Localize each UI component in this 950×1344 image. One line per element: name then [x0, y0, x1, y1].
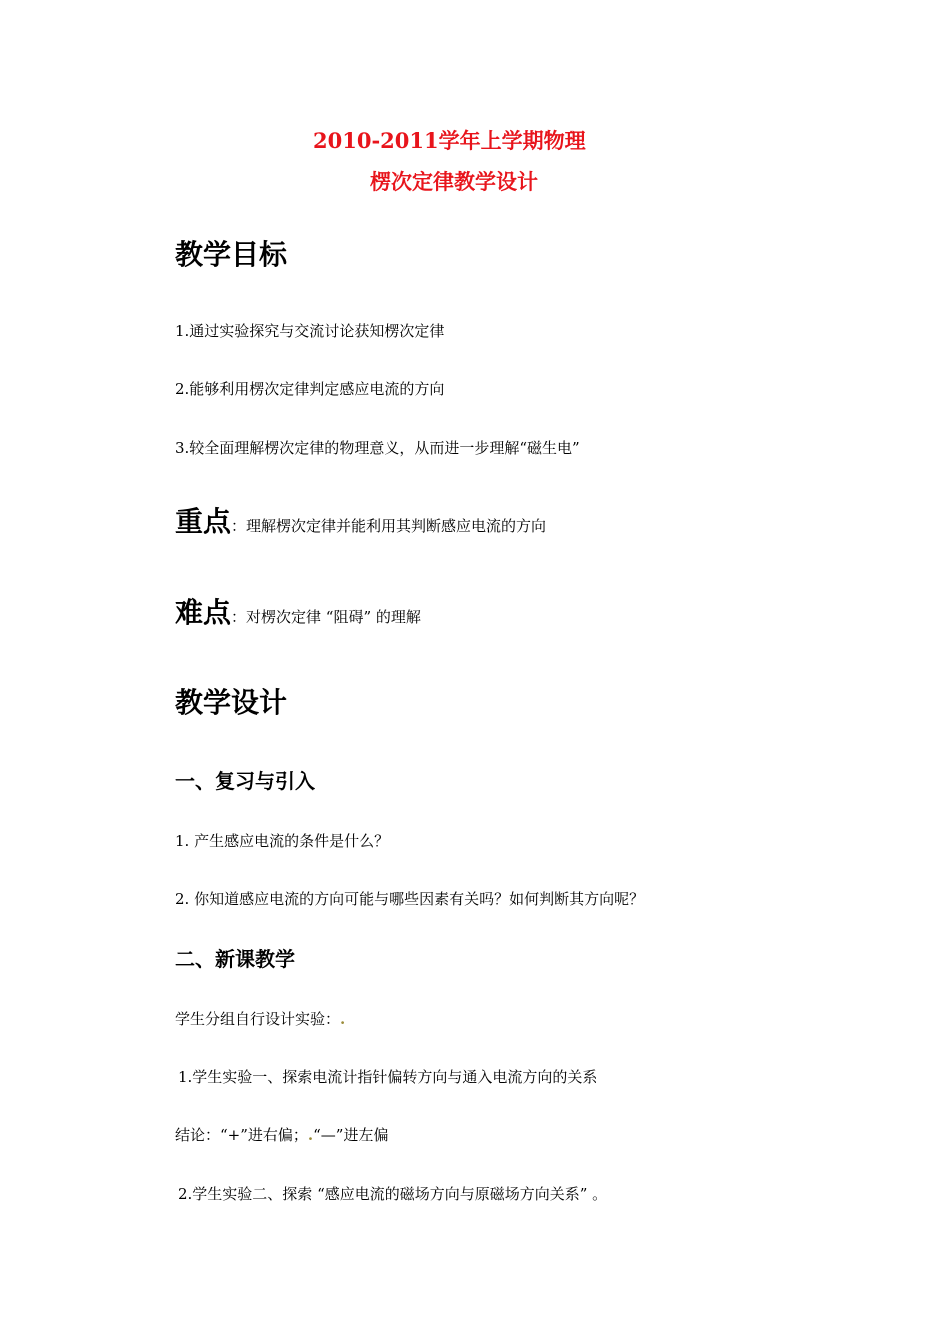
experiment-1: 1.学生实验一、探索电流计指针偏转方向与通入电流方向的关系	[178, 1068, 598, 1086]
doc-title-line2: 楞次定律教学设计	[370, 169, 538, 194]
difficulty-label: 难点	[175, 596, 232, 629]
section1-heading: 一、复习与引入	[175, 769, 315, 793]
conclusion-part-a: 结论：“+”进右偏；	[175, 1126, 308, 1144]
section2-intro-text: 学生分组自行设计实验：	[175, 1010, 341, 1028]
key-point-label: 重点	[175, 505, 232, 538]
objectives-heading: 教学目标	[175, 238, 288, 271]
section1-item-2: 2. 你知道感应电流的方向可能与哪些因素有关吗？如何判断其方向呢？	[175, 890, 645, 908]
objective-item-1: 1.通过实验探究与交流讨论获知楞次定律	[175, 322, 445, 340]
section1-item-1: 1. 产生感应电流的条件是什么？	[175, 832, 390, 850]
objective-item-2: 2.能够利用楞次定律判定感应电流的方向	[175, 380, 445, 398]
conclusion	[175, 1124, 388, 1145]
difficulty	[175, 591, 421, 631]
doc-title-line1: 2010-2011学年上学期物理	[313, 128, 586, 153]
key-point	[175, 500, 546, 540]
section2-intro	[175, 1008, 345, 1029]
section2-intro-mark: .	[340, 1010, 346, 1028]
difficulty-text: ：对楞次定律 “阻碍” 的理解	[231, 608, 421, 626]
section2-heading: 二、新课教学	[175, 947, 295, 971]
conclusion-part-b: “—”进左偏	[313, 1126, 389, 1144]
experiment-2: 2.学生实验二、探索 “感应电流的磁场方向与原磁场方向关系” 。	[178, 1185, 608, 1203]
conclusion-mark: .	[307, 1126, 314, 1144]
design-heading: 教学设计	[175, 686, 288, 719]
key-point-text: ：理解楞次定律并能利用其判断感应电流的方向	[231, 517, 547, 535]
objective-item-3: 3.较全面理解楞次定律的物理意义，从而进一步理解“磁生电”	[175, 439, 580, 457]
